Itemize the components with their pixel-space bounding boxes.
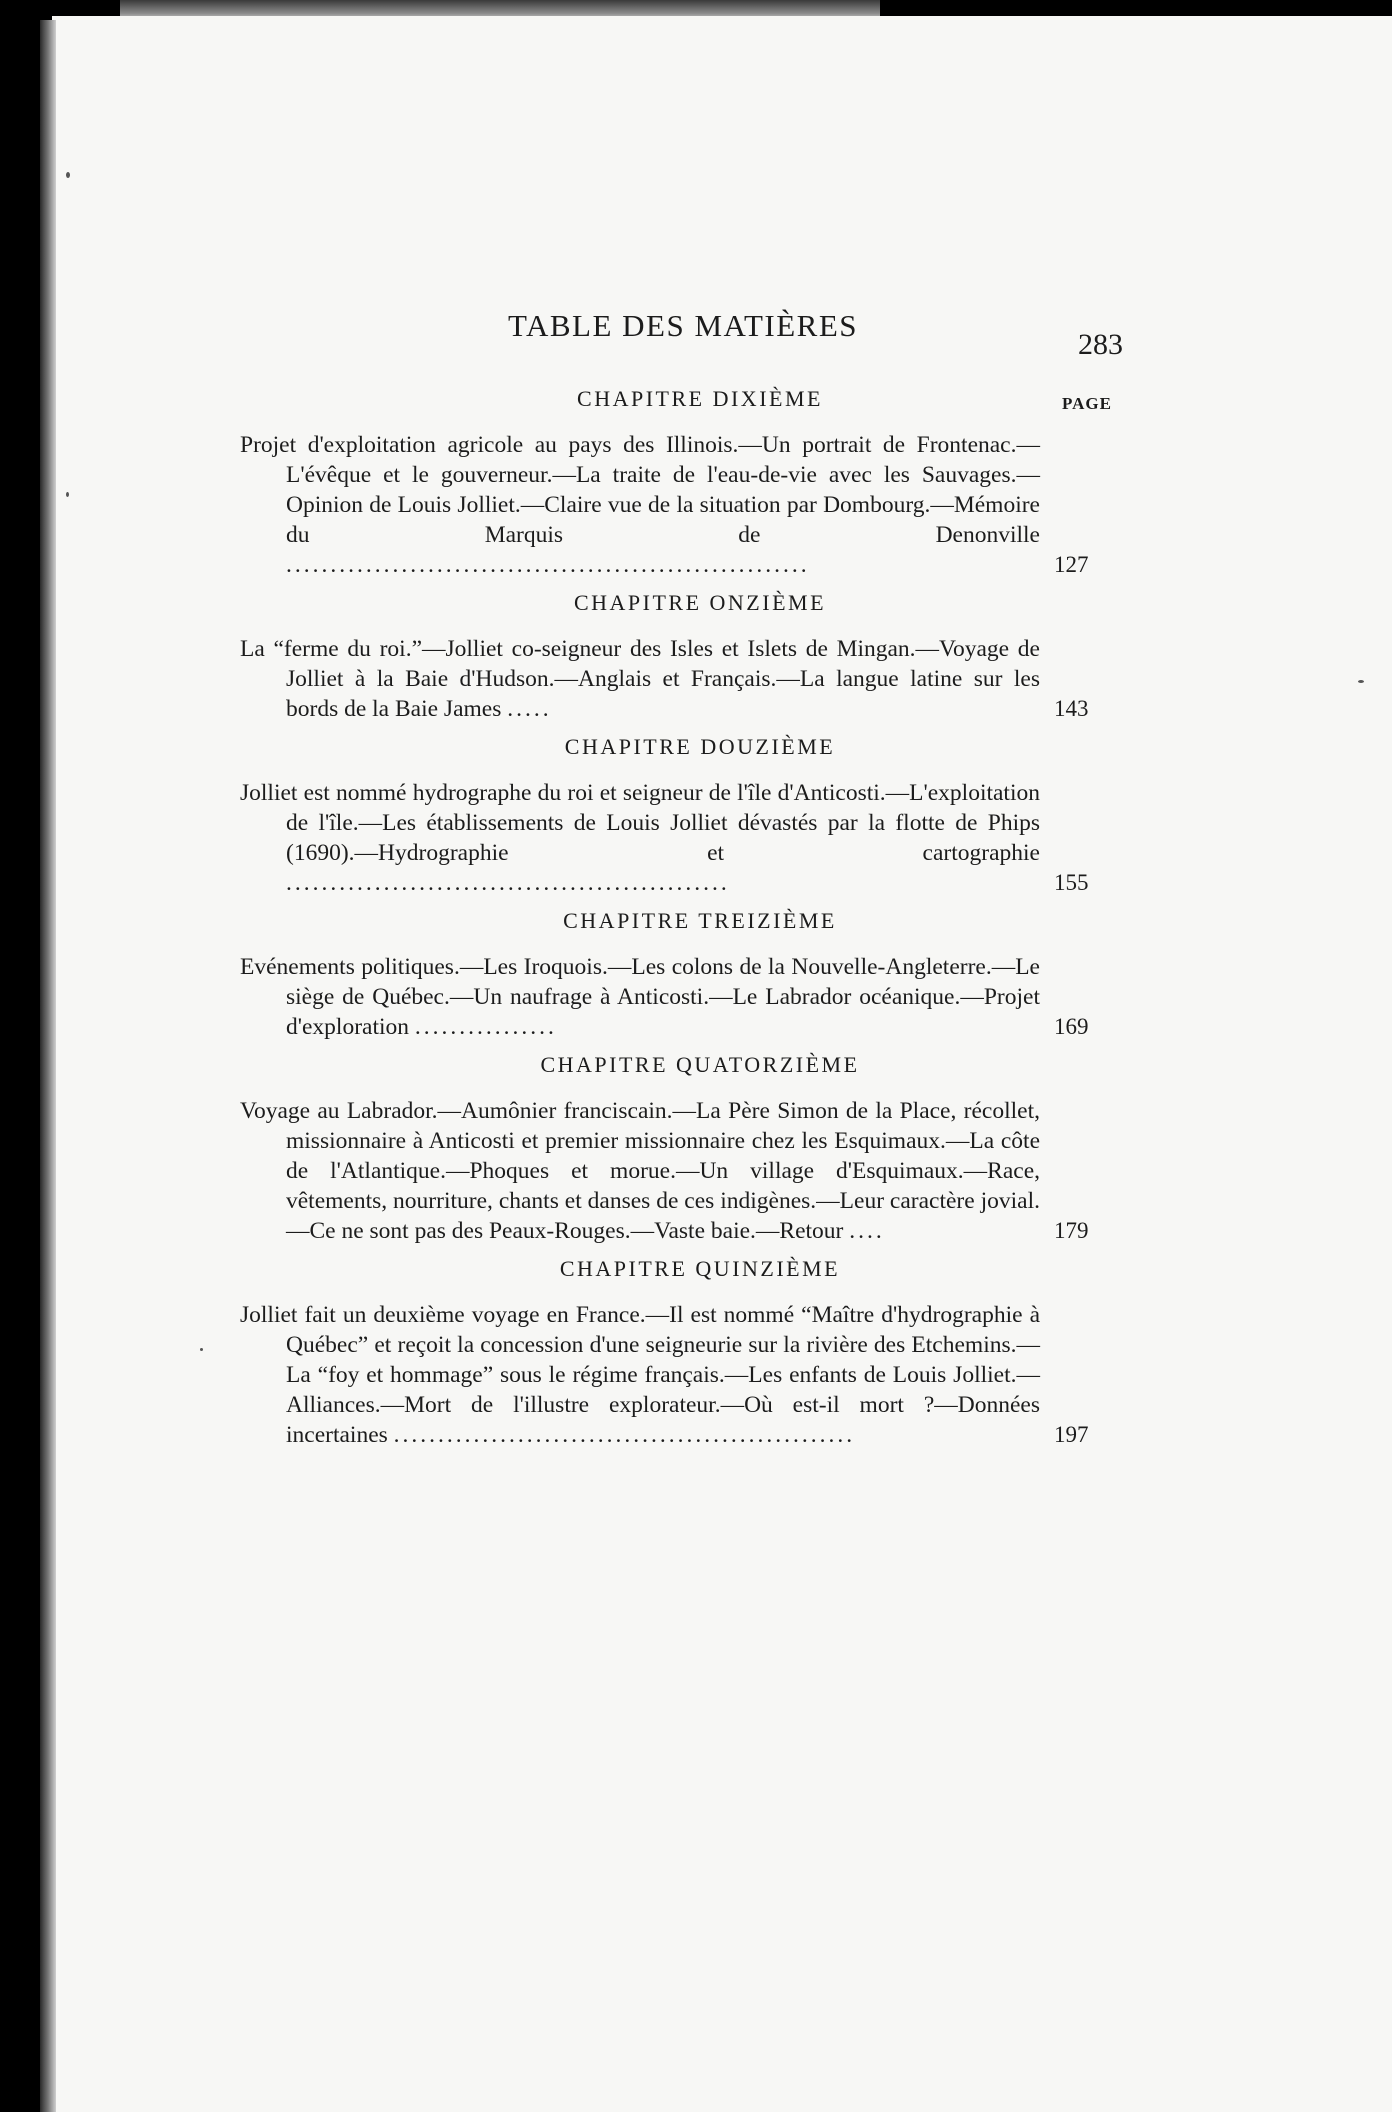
- summary-text: Jolliet est nommé hydrographe du roi et seigneur de l'île d'Anticosti.—L'exploitation de l'île.—Les établissements de Louis Jolliet dévastés par la flotte de Phips (1690).—Hydrographie et cartographie: [240, 780, 1040, 866]
- summary-text: Voyage au Labrador.—Aumônier franciscain.—La Père Simon de la Place, récollet, missionnaire à Anticosti et premier missionnaire chez les Esquimaux.—La côte de l'Atlantique.—Phoques et morue.—Un village d'Esquimaux.—Race, vêtements, nourriture, chants et danses de ces indigènes.—Leur caractère jovial.—Ce ne sont pas des Peaux-Rouges.—Vaste baie.—Retour: [240, 1098, 1040, 1244]
- running-head: [0, 300, 1392, 360]
- chapter-summary: La “ferme du roi.”—Jolliet co-seigneur des Isles et Islets de Mingan.—Voyage de Jolliet à la Baie d'Hudson.—Anglais et Français.—La langue latine sur les bords de la Baie James ..... 143: [240, 636, 1089, 722]
- chapter-summary: Evénements politiques.—Les Iroquois.—Les colons de la Nouvelle-Angleterre.—Le siège de Québec.—Un naufrage à Anticosti.—Le Labrador océanique.—Projet d'exploration ................ 169: [240, 954, 1089, 1040]
- chapter-section: [240, 386, 1100, 580]
- page-number: 283: [1078, 328, 1123, 361]
- table-of-contents: [240, 386, 1100, 1460]
- running-title: TABLE DES MATIÈRES: [508, 308, 859, 343]
- dot-leader: ..................................................: [286, 870, 730, 896]
- page-speck: [200, 1348, 203, 1351]
- page-speck: [66, 172, 70, 178]
- dot-leader: .....: [507, 696, 552, 722]
- summary-text: Projet d'exploitation agricole au pays des Illinois.—Un portrait de Frontenac.—L'évêque et le gouverneur.—La traite de l'eau-de-vie avec les Sauvages.—Opinion de Louis Jolliet.—Claire vue de la situation par Dombourg.—Mémoire du Marquis de Denonville: [240, 432, 1040, 548]
- chapter-section: [240, 908, 1100, 1042]
- chapter-summary: Voyage au Labrador.—Aumônier franciscain.—La Père Simon de la Place, récollet, missionnaire à Anticosti et premier missionnaire chez les Esquimaux.—La côte de l'Atlantique.—Phoques et morue.—Un village d'Esquimaux.—Race, vêtements, nourriture, chants et danses de ces indigènes.—Leur caractère jovial.—Ce ne sont pas des Peaux-Rouges.—Vaste baie.—Retour .... 179: [240, 1098, 1089, 1244]
- page-speck: [1358, 680, 1364, 683]
- chapter-heading: CHAPITRE TREIZIÈME: [563, 908, 837, 933]
- chapter-summary: Jolliet fait un deuxième voyage en France.—Il est nommé “Maître d'hydrographie à Québec” et reçoit la concession d'une seigneurie sur la rivière des Etchemins.—La “foy et hommage” sous le régime français.—Les enfants de Louis Jolliet.—Alliances.—Mort de l'illustre explorateur.—Où est-il mort ?—Données incertaines .................................................... 197: [240, 1302, 1089, 1448]
- dot-leader: ....................................................: [393, 1422, 856, 1448]
- dot-leader: ................: [414, 1014, 557, 1040]
- chapter-section: [240, 1256, 1100, 1450]
- chapter-heading: CHAPITRE QUATORZIÈME: [540, 1052, 860, 1077]
- chapter-section: [240, 734, 1100, 898]
- chapter-heading: CHAPITRE DIXIÈME: [577, 386, 823, 411]
- page-speck: [66, 492, 69, 497]
- chapter-heading: CHAPITRE DOUZIÈME: [564, 734, 836, 759]
- dot-leader: ...........................................................: [286, 552, 810, 578]
- page-column-label: PAGE: [1062, 394, 1112, 413]
- chapter-heading: CHAPITRE ONZIÈME: [573, 590, 827, 615]
- chapter-heading: CHAPITRE QUINZIÈME: [559, 1256, 841, 1281]
- dot-leader: ....: [849, 1218, 885, 1244]
- chapter-summary: Projet d'exploitation agricole au pays des Illinois.—Un portrait de Frontenac.—L'évêque et le gouverneur.—La traite de l'eau-de-vie avec les Sauvages.—Opinion de Louis Jolliet.—Claire vue de la situation par Dombourg.—Mémoire du Marquis de Denonville ........................................................... 127: [240, 432, 1089, 578]
- chapter-section: [240, 1052, 1100, 1246]
- summary-text: La “ferme du roi.”—Jolliet co-seigneur des Isles et Islets de Mingan.—Voyage de Jolliet à la Baie d'Hudson.—Anglais et Français.—La langue latine sur les bords de la Baie James: [240, 636, 1040, 722]
- chapter-summary: Jolliet est nommé hydrographe du roi et seigneur de l'île d'Anticosti.—L'exploitation de l'île.—Les établissements de Louis Jolliet dévastés par la flotte de Phips (1690).—Hydrographie et cartographie .................................................. 155: [240, 780, 1089, 896]
- summary-text: Jolliet fait un deuxième voyage en France.—Il est nommé “Maître d'hydrographie à Québec” et reçoit la concession d'une seigneurie sur la rivière des Etchemins.—La “foy et hommage” sous le régime français.—Les enfants de Louis Jolliet.—Alliances.—Mort de l'illustre explorateur.—Où est-il mort ?—Données incertaines: [240, 1302, 1040, 1448]
- chapter-section: [240, 590, 1100, 724]
- summary-text: Evénements politiques.—Les Iroquois.—Les colons de la Nouvelle-Angleterre.—Le siège de Québec.—Un naufrage à Anticosti.—Le Labrador océanique.—Projet d'exploration: [240, 954, 1040, 1040]
